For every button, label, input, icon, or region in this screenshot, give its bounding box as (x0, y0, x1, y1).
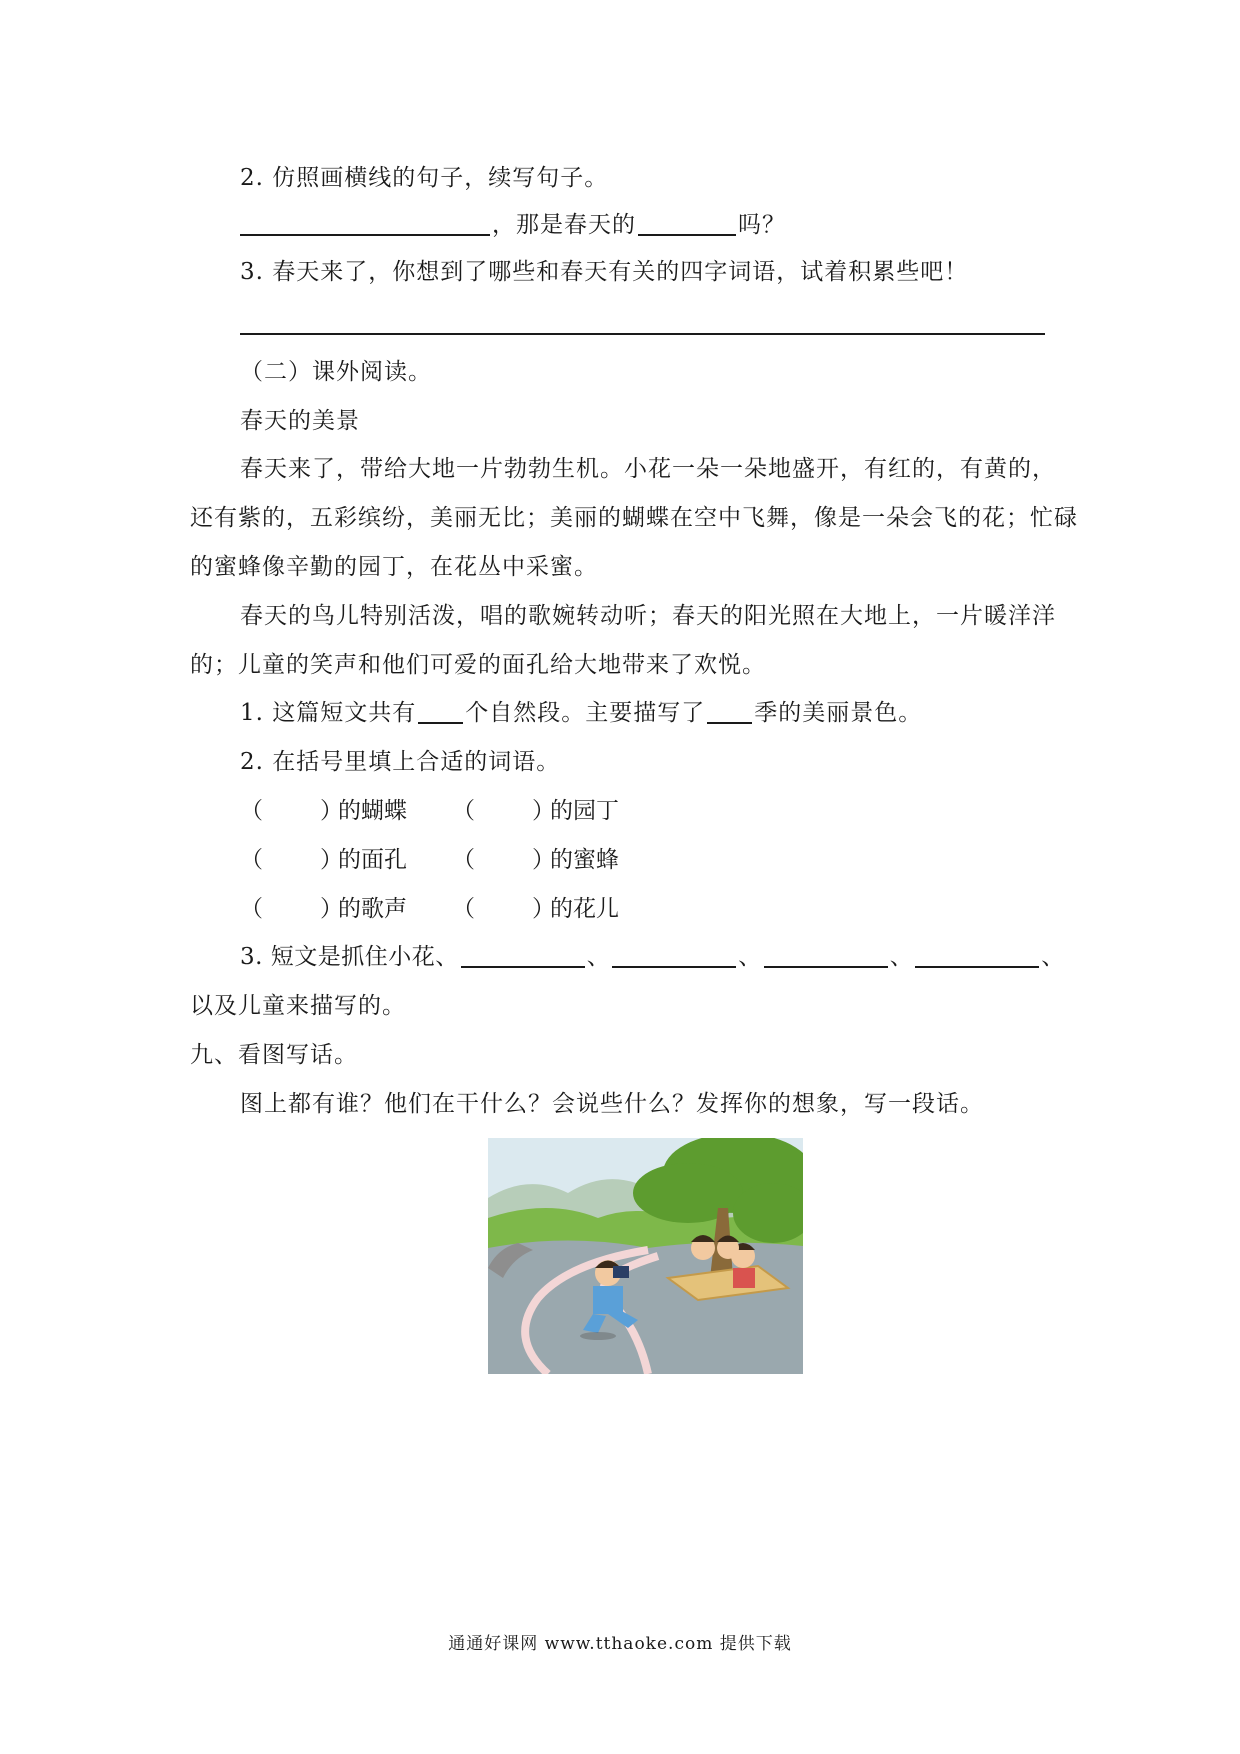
answer-rule[interactable] (240, 333, 1045, 335)
question-text: 季的美丽景色。 (754, 700, 923, 726)
writing-prompt: 图上都有谁？他们在干什么？会说些什么？发挥你的想象，写一段话。 (240, 1091, 984, 1117)
fill-in-word: 的花儿 (550, 896, 619, 922)
page-footer: 通通好课网 www.tthaoke.com 提供下载 (448, 1634, 792, 1654)
reading-question-3-cont: 以及儿童来描写的。 (190, 993, 406, 1019)
open-paren: （ (452, 847, 475, 873)
close-paren: ） (320, 798, 343, 824)
open-paren: （ (452, 896, 475, 922)
section-heading: 九、看图写话。 (190, 1042, 358, 1068)
passage-title: 春天的美景 (240, 408, 360, 434)
fill-in-word: 的蝴蝶 (338, 798, 407, 824)
open-paren: （ (240, 798, 263, 824)
fill-in-word: 的歌声 (338, 896, 407, 922)
answer-blank[interactable] (240, 212, 490, 236)
question-2-prompt: 2. 仿照画横线的句子，续写句子。 (240, 165, 609, 191)
reading-question-3 (240, 942, 1065, 972)
close-paren: ） (532, 896, 555, 922)
boy-shadow (580, 1332, 616, 1340)
question-2-answer-line (240, 210, 786, 240)
answer-blank[interactable] (418, 700, 463, 724)
passage-paragraph: 春天来了，带给大地一片勃勃生机。小花一朵一朵地盛开，有红的，有黄的， (240, 456, 1056, 482)
open-paren: （ (240, 847, 263, 873)
close-paren: ） (320, 896, 343, 922)
passage-paragraph: 的蜜蜂像辛勤的园丁，在花丛中采蜜。 (190, 554, 598, 580)
spring-scene-illustration (488, 1138, 803, 1374)
answer-blank[interactable] (461, 944, 585, 968)
answer-blank[interactable] (764, 944, 888, 968)
reading-question-1 (240, 698, 922, 728)
close-paren: ） (532, 798, 555, 824)
fill-in-word: 的面孔 (338, 847, 407, 873)
reading-question-2: 2. 在括号里填上合适的词语。 (240, 749, 561, 775)
fill-in-row (240, 796, 740, 826)
boy-body (593, 1286, 623, 1314)
close-paren: ） (320, 847, 343, 873)
question-2-mid-text: ，那是春天的 (492, 212, 636, 238)
question-3-prompt: 3. 春天来了，你想到了哪些和春天有关的四字词语，试着积累些吧！ (240, 259, 969, 285)
open-paren: （ (240, 896, 263, 922)
fill-in-row (240, 894, 740, 924)
camera-icon (613, 1266, 629, 1278)
close-paren: ） (532, 847, 555, 873)
separator: 、 (1041, 944, 1065, 970)
passage-paragraph: 还有紫的，五彩缤纷，美丽无比；美丽的蝴蝶在空中飞舞，像是一朵会飞的花；忙碌 (190, 505, 1078, 531)
answer-blank[interactable] (612, 944, 736, 968)
question-text: 个自然段。主要描写了 (465, 700, 706, 726)
answer-blank[interactable] (707, 700, 752, 724)
answer-blank[interactable] (915, 944, 1039, 968)
question-2-end-text: 吗？ (738, 212, 786, 238)
open-paren: （ (452, 798, 475, 824)
separator: 、 (889, 944, 914, 970)
passage-paragraph: 的；儿童的笑声和他们可爱的面孔给大地带来了欢悦。 (190, 652, 766, 678)
fill-in-row (240, 845, 740, 875)
question-text: 3. 短文是抓住小花、 (240, 944, 459, 970)
passage-paragraph: 春天的鸟儿特别活泼，唱的歌婉转动听；春天的阳光照在大地上，一片暖洋洋 (240, 603, 1056, 629)
question-text: 1. 这篇短文共有 (240, 700, 417, 726)
separator: 、 (586, 944, 611, 970)
fill-in-word: 的园丁 (550, 798, 619, 824)
fill-in-word: 的蜜蜂 (550, 847, 619, 873)
answer-blank[interactable] (638, 212, 736, 236)
child-body (733, 1268, 755, 1288)
section-heading: （二）课外阅读。 (240, 359, 432, 385)
separator: 、 (738, 944, 762, 970)
